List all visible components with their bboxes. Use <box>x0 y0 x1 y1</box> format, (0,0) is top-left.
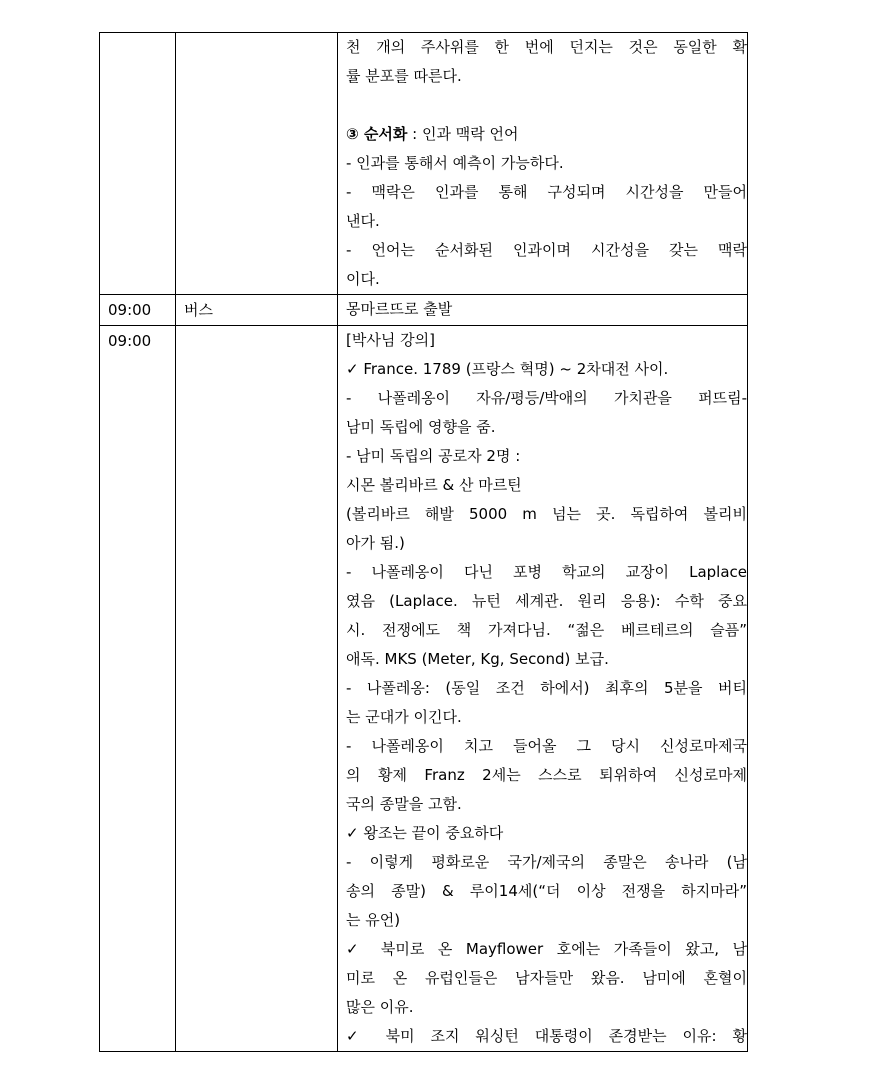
content-line <box>346 207 747 236</box>
content-line <box>346 500 747 529</box>
content-line <box>346 645 747 674</box>
line-text: 는 군대가 이긴다. <box>346 708 462 726</box>
content-line <box>346 149 747 178</box>
line-text: 송의 종말) & 루이14세(“더 이상 전쟁을 하지마라” <box>346 882 747 900</box>
content-line <box>346 1022 747 1051</box>
line-text: : 인과 맥락 언어 <box>407 125 519 143</box>
line-text: ✓ France. 1789 (프랑스 혁명) ~ 2차대전 사이. <box>346 360 669 378</box>
content-line <box>346 790 747 819</box>
content-line <box>346 295 747 324</box>
content-line <box>346 91 747 120</box>
content-cell <box>338 33 748 295</box>
line-text: (볼리바르 해발 5000 m 넘는 곳. 독립하여 볼리비 <box>346 505 747 523</box>
content-line <box>346 993 747 1022</box>
place-cell <box>176 326 338 1052</box>
schedule-table <box>99 32 748 1052</box>
line-text: ✓ 왕조는 끝이 중요하다 <box>346 824 504 842</box>
content-line <box>346 616 747 645</box>
content-line <box>346 935 747 964</box>
content-line <box>346 120 747 149</box>
content-line <box>346 355 747 384</box>
content-line <box>346 178 747 207</box>
content-line <box>346 384 747 413</box>
line-text: - 이렇게 평화로운 국가/제국의 종말은 송나라 (남 <box>346 853 747 871</box>
content-line <box>346 326 747 355</box>
line-text: - 남미 독립의 공로자 2명 : <box>346 447 521 465</box>
line-text: - 맥락은 인과를 통해 구성되며 시간성을 만들어 <box>346 183 747 201</box>
line-text: 이다. <box>346 270 380 288</box>
line-text: 는 유언) <box>346 911 401 929</box>
content-line <box>346 877 747 906</box>
place-cell: 버스 <box>176 295 338 326</box>
line-text: [박사님 강의] <box>346 331 435 349</box>
content-line <box>346 703 747 732</box>
line-text: 낸다. <box>346 212 380 230</box>
content-line <box>346 674 747 703</box>
content-line <box>346 265 747 294</box>
content-line <box>346 529 747 558</box>
line-text: - 나폴레옹이 자유/평등/박애의 가치관을 퍼뜨림- <box>346 389 747 407</box>
line-text: 아가 됨.) <box>346 534 405 552</box>
content-line <box>346 413 747 442</box>
content-line <box>346 33 747 62</box>
line-text: ✓ 북미로 온 Mayflower 호에는 가족들이 왔고, 남 <box>346 940 747 958</box>
content-line <box>346 587 747 616</box>
line-text: ✓ 북미 조지 워싱턴 대통령이 존경받는 이유: 황 <box>346 1027 747 1045</box>
line-text: 의 황제 Franz 2세는 스스로 퇴위하여 신성로마제 <box>346 766 747 784</box>
line-text: 미로 온 유럽인들은 남자들만 왔음. 남미에 혼혈이 <box>346 969 747 987</box>
time-cell <box>100 33 176 295</box>
line-text: - 인과를 통해서 예측이 가능하다. <box>346 154 564 172</box>
content-line <box>346 471 747 500</box>
content-line <box>346 761 747 790</box>
content-line <box>346 906 747 935</box>
content-line <box>346 848 747 877</box>
table-row <box>100 326 748 1052</box>
line-text: - 나폴레옹이 다닌 포병 학교의 교장이 Laplace <box>346 563 747 581</box>
schedule-body <box>100 33 748 1052</box>
table-row <box>100 295 748 326</box>
content-line <box>346 442 747 471</box>
line-text: 몽마르뜨로 출발 <box>346 300 453 318</box>
content-line <box>346 558 747 587</box>
content-line <box>346 236 747 265</box>
line-text: 였음 (Laplace. 뉴턴 세계관. 원리 응용): 수학 중요 <box>346 592 747 610</box>
content-cell <box>338 295 748 326</box>
line-text: 애독. MKS (Meter, Kg, Second) 보급. <box>346 650 609 668</box>
content-line <box>346 62 747 91</box>
line-text: 많은 이유. <box>346 998 414 1016</box>
content-line <box>346 819 747 848</box>
section-heading: ③ 순서화 <box>346 125 408 143</box>
time-cell: 09:00 <box>100 295 176 326</box>
time-cell: 09:00 <box>100 326 176 1052</box>
table-row <box>100 33 748 295</box>
line-text: - 언어는 순서화된 인과이며 시간성을 갖는 맥락 <box>346 241 747 259</box>
line-text: 시. 전쟁에도 책 가져다님. “젊은 베르테르의 슬픔” <box>346 621 747 639</box>
content-line <box>346 732 747 761</box>
content-cell <box>338 326 748 1052</box>
content-line <box>346 964 747 993</box>
line-text: 국의 종말을 고함. <box>346 795 462 813</box>
line-text: 천 개의 주사위를 한 번에 던지는 것은 동일한 확 <box>346 38 747 56</box>
line-text: 시몬 볼리바르 & 산 마르틴 <box>346 476 522 494</box>
line-text: - 나폴레옹이 치고 들어올 그 당시 신성로마제국 <box>346 737 747 755</box>
line-text: 률 분포를 따른다. <box>346 67 462 85</box>
line-text: 남미 독립에 영향을 줌. <box>346 418 496 436</box>
line-text: - 나폴레옹: (동일 조건 하에서) 최후의 5분을 버티 <box>346 679 747 697</box>
place-cell <box>176 33 338 295</box>
